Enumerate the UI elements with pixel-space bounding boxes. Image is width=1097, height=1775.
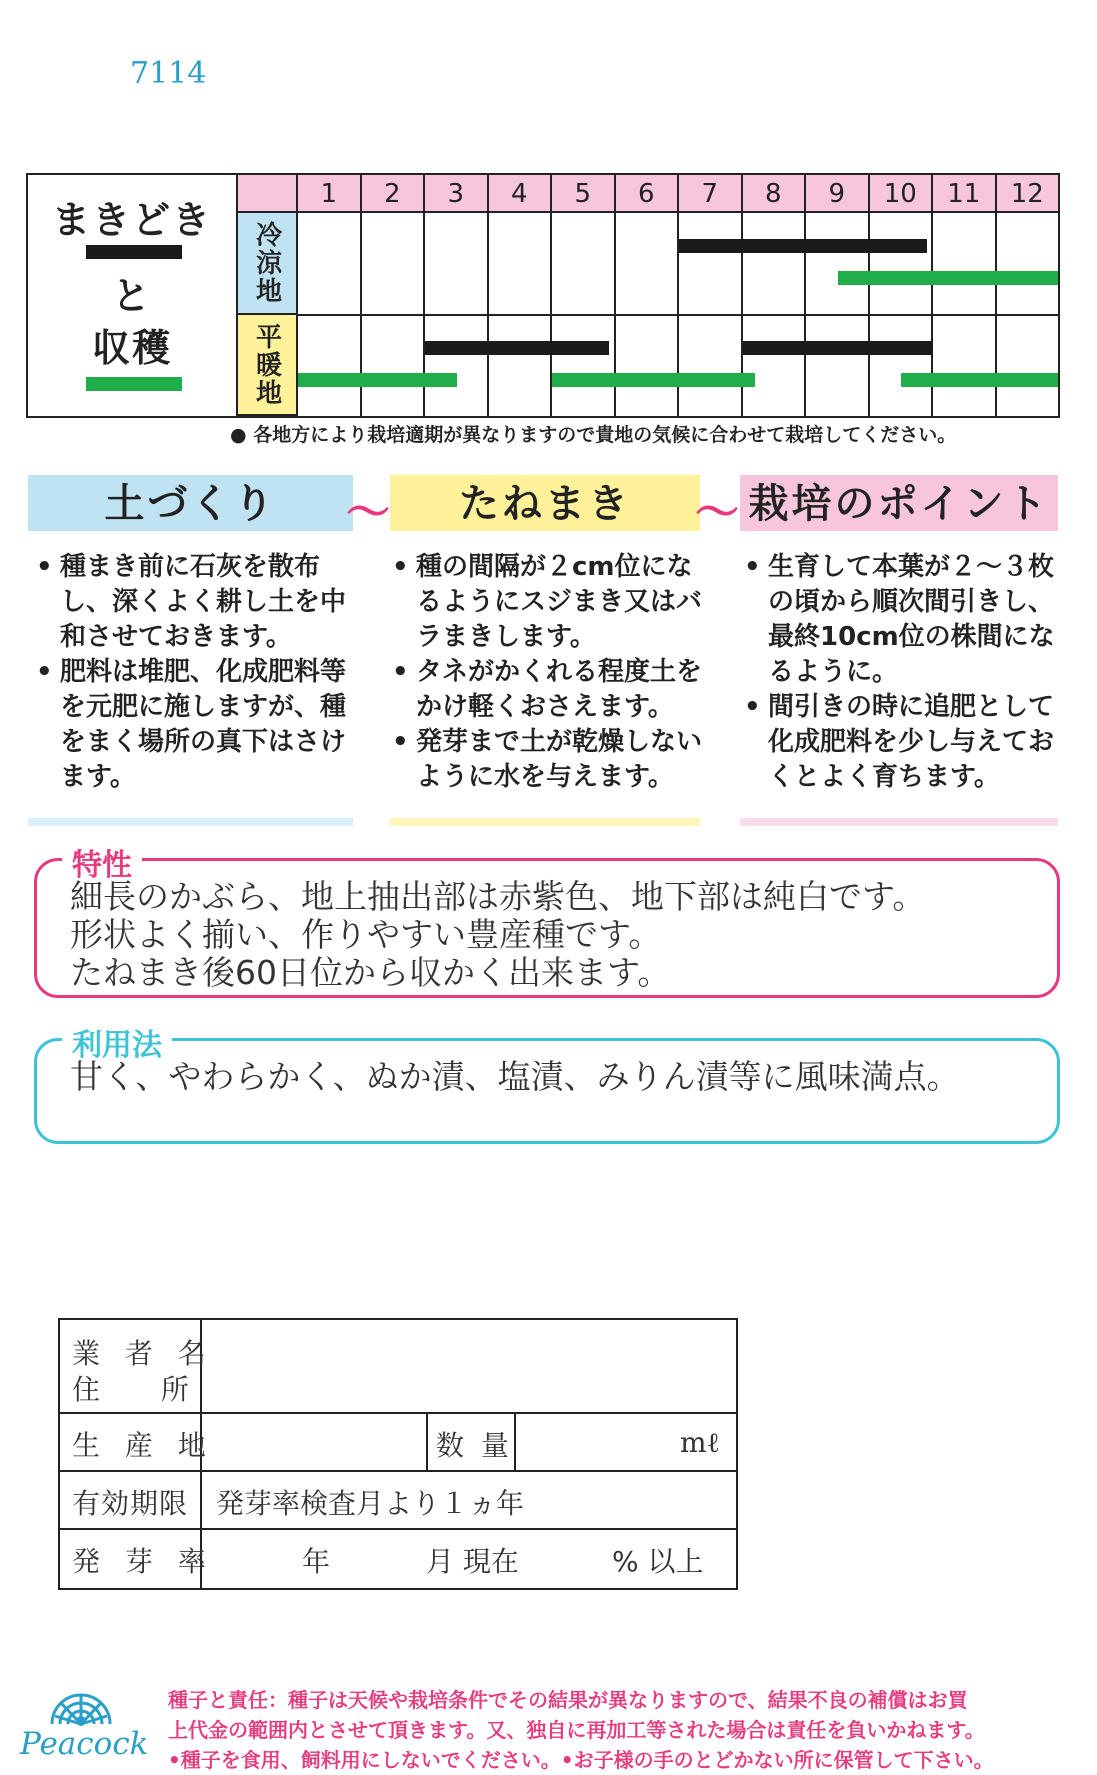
table-rule — [60, 1412, 736, 1414]
soil-prep-item: • 肥料は堆肥、化成肥料等を元肥に施しますが、種をまく場所の真下はさけます。 — [36, 655, 356, 795]
month-label: 6 — [616, 175, 680, 213]
features-line: 細長のかぶら、地上抽出部は赤紫色、地下部は純白です。 — [70, 877, 926, 916]
schedule-legend — [28, 175, 238, 416]
expiry-value: 発芽率検査月より１ヵ年 — [216, 1487, 525, 1520]
region-divider — [298, 314, 1060, 316]
features-text — [70, 878, 1050, 992]
germination-label: 発 芽 率 — [72, 1545, 214, 1578]
germination-year: 年 — [302, 1545, 331, 1578]
tilde-1: ～ — [346, 487, 390, 538]
month-label: 8 — [743, 175, 807, 213]
soil-prep-header: 土づくり — [28, 475, 353, 531]
soil-prep-body — [36, 550, 356, 795]
soil-prep-item: • 種まき前に石灰を散布し、深くよく耕し土を中和させておきます。 — [36, 550, 356, 655]
harvest-bar — [838, 271, 1058, 285]
info-table — [58, 1318, 738, 1590]
region-warm: 平暖地 — [238, 315, 298, 416]
origin-label: 生 産 地 — [72, 1429, 214, 1462]
month-label: 7 — [679, 175, 743, 213]
month-header-corner — [238, 175, 298, 213]
quantity-unit: mℓ — [680, 1426, 720, 1459]
table-rule — [60, 1470, 736, 1472]
germination-percent: % 以上 — [612, 1545, 704, 1578]
month-label: 4 — [489, 175, 553, 213]
footer-line: 種子と責任：種子は天候や栽培条件でその結果が異なりますので、結果不良の補償はお買 — [168, 1688, 968, 1712]
harvest-bar — [298, 373, 457, 387]
cultivation-item: • 生育して本葉が２～３枚の頃から順次間引きし、最終10cm位の株間になるように。 — [744, 550, 1066, 690]
month-label: 9 — [806, 175, 870, 213]
sowing-item: • タネがかくれる程度土をかけ軽くおさえます。 — [392, 655, 714, 725]
sowing-footer-band — [390, 818, 700, 826]
month-label: 10 — [870, 175, 934, 213]
expiry-label: 有効期限 — [72, 1487, 189, 1520]
cultivation-points-body — [744, 550, 1066, 795]
table-rule — [60, 1528, 736, 1530]
footer-line: 上代金の範囲内とさせて頂きます。又、独自に再加工等された場合は責任を負いかねます。 — [168, 1718, 985, 1742]
usage-label: 利用法 — [62, 1020, 172, 1064]
germination-month: 月 現在 — [426, 1545, 519, 1578]
tilde-2: ～ — [695, 487, 739, 538]
peacock-logo-icon — [46, 1672, 116, 1730]
cultivation-item: • 間引きの時に追肥として化成肥料を少し与えておくとよく育ちます。 — [744, 690, 1066, 795]
footer-line: •種子を食用、飼料用にしないでください。•お子様の手のとどかない所に保管して下さい。 — [168, 1748, 994, 1772]
month-label: 1 — [298, 175, 362, 213]
schedule-note: ● 各地方により栽培適期が異なりますので貴地の気候に合わせて栽培してください。 — [230, 424, 957, 446]
usage-text: 甘く、やわらかく、ぬか漬、塩漬、みりん漬等に風味満点。 — [70, 1057, 960, 1096]
sowing-bar — [425, 341, 609, 355]
month-label: 5 — [552, 175, 616, 213]
legend-sowing-title: まきどき — [51, 198, 212, 242]
month-label: 11 — [933, 175, 997, 213]
harvest-bar — [552, 373, 755, 387]
features-line: 形状よく揃い、作りやすい豊産種です。 — [70, 915, 662, 954]
month-label: 2 — [362, 175, 426, 213]
features-label: 特性 — [62, 840, 142, 884]
sowing-bar — [679, 239, 927, 253]
legend-harvest-bar — [86, 377, 182, 391]
sowing-item: • 種の間隔が２cm位になるようにスジまき又はバラまきします。 — [392, 550, 714, 655]
features-line: たねまき後60日位から収かく出来ます。 — [70, 953, 671, 992]
month-label: 12 — [997, 175, 1061, 213]
cultivation-points-header: 栽培のポイント — [740, 475, 1058, 531]
brand-name: Peacock — [20, 1726, 149, 1762]
table-rule — [426, 1412, 428, 1470]
region-cool: 冷涼地 — [238, 213, 298, 315]
sowing-body — [392, 550, 714, 795]
cultivation-footer-band — [740, 818, 1058, 826]
sowing-header: たねまき — [390, 475, 700, 531]
product-code: 7114 — [130, 56, 207, 91]
legend-sowing-bar — [86, 245, 182, 259]
soil-prep-footer-band — [28, 818, 353, 826]
harvest-bar — [901, 373, 1058, 387]
legend-and: と — [111, 274, 152, 318]
sowing-item: • 発芽まで土が乾燥しないように水を与えます。 — [392, 725, 714, 795]
vendor-label: 業 者 名 — [72, 1337, 214, 1370]
quantity-label: 数 量 — [436, 1429, 513, 1462]
month-label: 3 — [425, 175, 489, 213]
table-rule — [514, 1412, 516, 1470]
address-label: 住 所 — [72, 1373, 197, 1406]
sowing-bar — [743, 341, 934, 355]
legend-harvest-title: 収穫 — [91, 326, 172, 370]
